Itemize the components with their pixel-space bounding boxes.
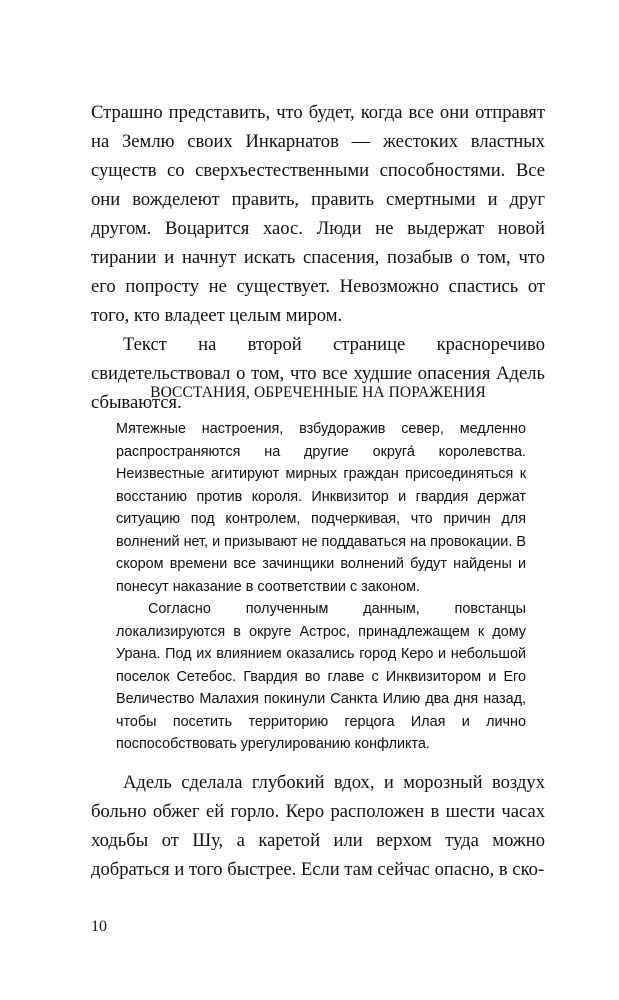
closing-text <box>91 768 545 884</box>
newspaper-excerpt <box>116 418 526 756</box>
excerpt-paragraph-1: Мятежные настроения, взбудоражив север, медленно распространяются на другие округа́ королевства. Неизвестные агитируют мирных граждан присоединяться к восстанию против короля. Инквизитор и гвардия держат ситуацию под контролем, подчеркивая, что причин для волнений нет, и призывают не поддаваться на провокации. В скором времени все зачинщики волнений будут найдены и понесут наказание в соответствии с законом. <box>116 421 526 595</box>
excerpt-paragraph-2: Согласно полученным данным, повстанцы локализируются в округе Астрос, принадлежащем к дому Урана. Под их влиянием оказались город Керо и небольшой поселок Сетебос. Гвардия во главе с Инквизитором и Его Величество Малахия покинули Санкта Илию два дня назад, чтобы посетить территорию герцога Илая и лично поспособствовать урегулированию конфликта. <box>116 601 526 752</box>
body-paragraph-3: Адель сделала глубокий вдох, и морозный воздух больно обжег ей горло. Керо расположен в шести часах ходьбы от Шу, а каретой или верхом туда можно добраться и того быстрее. Если там сейчас опасно, в ско- <box>91 772 545 880</box>
body-paragraph-1: Страшно представить, что будет, когда все они отправят на Землю своих Инкарнатов — жестоких властных существ со сверхъестественными способностями. Все они вожделеют править, править смертными и друг другом. Воцарится хаос. Люди не выдержат новой тирании и начнут искать спасения, позабыв о том, что его попросту не существует. Невозможно спастись от того, кто владеет целым миром. <box>91 102 545 326</box>
opening-text <box>91 98 545 417</box>
page-number: 10 <box>91 918 107 935</box>
newspaper-headline: ВОССТАНИЯ, ОБРЕЧЕННЫЕ НА ПОРАЖЕНИЯ <box>150 384 486 401</box>
body-paragraph-2: Текст на второй странице красноречиво свидетельствовал о том, что все худшие опасения Адель сбываются. <box>91 334 545 413</box>
